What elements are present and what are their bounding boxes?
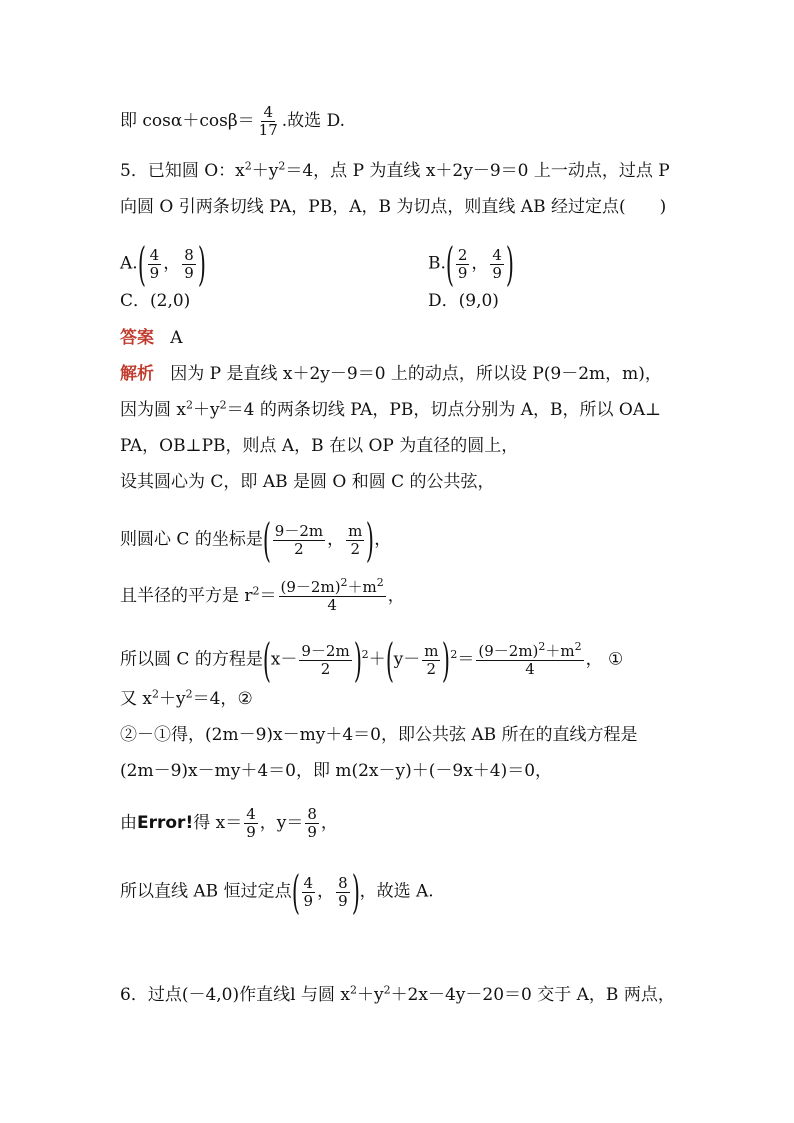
option-c[interactable]: C．(2,0) (120, 291, 191, 311)
analysis-line8: 又 $x^2+y^2=4$，② (120, 687, 253, 709)
problem5-line1: 5．已知圆 O：$x^2+y^2=4$，点 P 为直线 x＋2y－9＝0 上一动点，过点 P (120, 159, 670, 181)
answer-label: 答案 (120, 328, 154, 348)
fraction: $\frac{4}{17}$ (258, 103, 278, 139)
answer-value: A (170, 328, 183, 348)
problem5-line2: 向圆 O 引两条切线 PA，PB，A，B 为切点，则直线 AB 经过定点( ) (120, 197, 667, 217)
analysis-line10: (2m－9)x－my＋4＝0，即 m(2x－y)＋(－9x＋4)＝0， (120, 761, 553, 781)
analysis-line12: 所以直线 AB 恒过定点( $\frac{4}{9}$ ， $\frac{8}{9}$ )，故选 A. (120, 865, 434, 919)
analysis-line5: 则圆心 C 的坐标是( $\frac{9-2m}{2}$ ， $\frac{m}{2}$ )， (120, 513, 392, 567)
equation-marker-2: ② (237, 689, 253, 709)
analysis-line7: 所以圆 C 的方程是(x－ $\frac{9-2m}{2}$ )$^2$＋(y－ $\frac{m}{2}$ )$^2$＝ $\frac{(9-2m)^2+m^2}{4}$ ， ① (120, 633, 624, 687)
problem6-line1: 6．过点(－4,0)作直线l 与圆 $x^2+y^2+2x-4y-20=0$ 交于 A，B 两点， (120, 983, 675, 1005)
analysis-line6: 且半径的平方是 $r^2=$ $\frac{(9-2m)^2+m^2}{4}$ ， (120, 576, 405, 614)
analysis-label: 解析 (120, 364, 154, 384)
option-a[interactable]: A.( $\frac{4}{9}$ ， $\frac{8}{9}$ ) (120, 237, 206, 291)
analysis-line4: 设其圆心为 C，即 AB 是圆 O 和圆 C 的公共弦， (120, 472, 495, 492)
analysis-line1: 解析 因为 P 是直线 x＋2y－9＝0 上的动点，所以设 P(9－2m，m)， (120, 364, 662, 384)
prev-text: 即 cosα＋cosβ＝ (120, 111, 255, 131)
analysis-line9: ②－①得，(2m－9)x－my＋4＝0，即公共弦 AB 所在的直线方程是 (120, 725, 638, 745)
prev-suffix: .故选 D. (281, 111, 346, 131)
analysis-line2: 因为圆 $x^2+y^2=4$ 的两条切线 PA，PB，切点分别为 A，B，所以 OA⊥ (120, 398, 662, 420)
equation-marker-1: ① (608, 649, 624, 670)
previous-answer-line (120, 104, 345, 139)
analysis-line11: 由Error!得 x＝ $\frac{4}{9}$ ，y＝ $\frac{8}{9}$ ， (120, 805, 338, 841)
option-d[interactable]: D．(9,0) (428, 291, 499, 311)
analysis-line3: PA，OB⊥PB，则点 A，B 在以 OP 为直径的圆上， (120, 436, 519, 456)
answer-line (120, 327, 183, 349)
error-text: Error! (137, 813, 194, 833)
option-b[interactable]: B.( $\frac{2}{9}$ ， $\frac{4}{9}$ ) (428, 237, 514, 291)
